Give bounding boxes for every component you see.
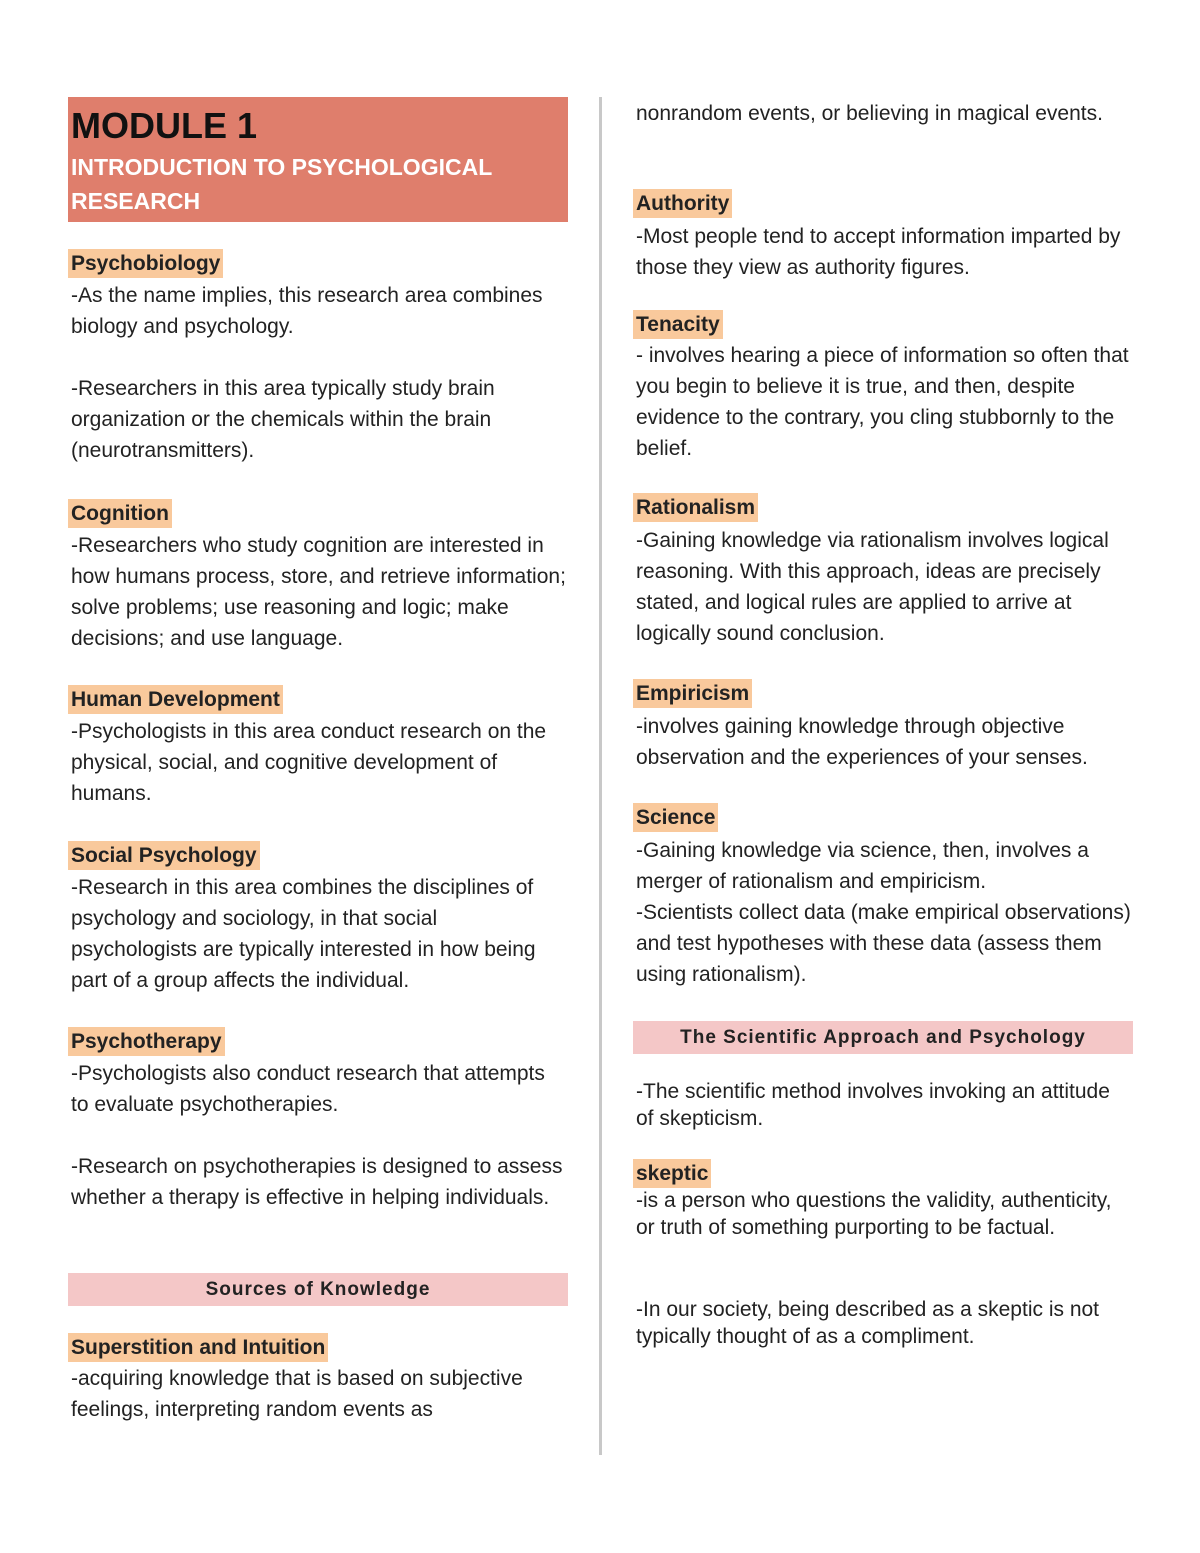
term-skeptic: skeptic bbox=[633, 1159, 711, 1188]
term-science: Science bbox=[633, 803, 718, 832]
cognition-text: -Researchers who study cognition are interested in how humans process, store, and retrieve information; solve problems; use reasoning and logic; make decisions; and use language. bbox=[71, 534, 566, 650]
skeptic-text-2: -In our society, being described as a skeptic is not typically thought of as a compliment. bbox=[636, 1298, 1100, 1348]
psychotherapy-text-2: -Research on psychotherapies is designed to assess whether a therapy is effective in helping individuals. bbox=[71, 1155, 563, 1209]
tenacity-text: - involves hearing a piece of information so often that you begin to believe it is true, and then, despite evidence to the contrary, you cling stubbornly to the belief. bbox=[636, 344, 1129, 460]
science-text-1: -Gaining knowledge via science, then, involves a merger of rationalism and empiricism. bbox=[636, 839, 1089, 893]
empiricism-text: -involves gaining knowledge through objective observation and the experiences of your senses. bbox=[636, 715, 1088, 769]
term-social-psychology: Social Psychology bbox=[68, 841, 260, 870]
term-authority: Authority bbox=[633, 189, 732, 218]
module-title: MODULE 1 bbox=[71, 105, 258, 146]
section-scientific-approach: The Scientific Approach and Psychology bbox=[633, 1021, 1133, 1054]
human-development-text: -Psychologists in this area conduct research on the physical, social, and cognitive development of humans. bbox=[71, 720, 547, 805]
scientific-approach-text: -The scientific method involves invoking an attitude of skepticism. bbox=[636, 1080, 1110, 1130]
authority-text: -Most people tend to accept information imparted by those they view as authority figures. bbox=[636, 225, 1121, 279]
superstition-continuation: nonrandom events, or believing in magical events. bbox=[636, 102, 1103, 125]
term-empiricism: Empiricism bbox=[633, 679, 752, 708]
term-psychotherapy: Psychotherapy bbox=[68, 1027, 225, 1056]
column-divider bbox=[599, 97, 602, 1455]
module-subtitle: INTRODUCTION TO PSYCHOLOGICAL RESEARCH bbox=[71, 154, 492, 214]
social-psychology-text: -Research in this area combines the disciplines of psychology and sociology, in that social psychologists are typically interested in how being part of a group affects the individual. bbox=[71, 876, 536, 992]
superstition-text: -acquiring knowledge that is based on subjective feelings, interpreting random events as bbox=[71, 1367, 523, 1421]
term-superstition-intuition: Superstition and Intuition bbox=[68, 1333, 328, 1362]
science-text-2: -Scientists collect data (make empirical observations) and test hypotheses with these data (assess them using rationalism). bbox=[636, 901, 1131, 986]
psychobiology-text-1: -As the name implies, this research area combines biology and psychology. bbox=[71, 284, 543, 338]
psychotherapy-text-1: -Psychologists also conduct research that attempts to evaluate psychotherapies. bbox=[71, 1062, 545, 1116]
section-sources-of-knowledge: Sources of Knowledge bbox=[68, 1273, 568, 1306]
term-tenacity: Tenacity bbox=[633, 310, 723, 339]
term-rationalism: Rationalism bbox=[633, 493, 758, 522]
skeptic-text-1: -is a person who questions the validity, authenticity, or truth of something purporting to be factual. bbox=[636, 1189, 1112, 1239]
psychobiology-text-2: -Researchers in this area typically study brain organization or the chemicals within the brain (neurotransmitters). bbox=[71, 377, 495, 462]
term-psychobiology: Psychobiology bbox=[68, 249, 223, 278]
term-cognition: Cognition bbox=[68, 499, 172, 528]
term-human-development: Human Development bbox=[68, 685, 283, 714]
rationalism-text: -Gaining knowledge via rationalism involves logical reasoning. With this approach, ideas are precisely stated, and logical rules are applied to arrive at logically sound conclusion. bbox=[636, 529, 1109, 645]
